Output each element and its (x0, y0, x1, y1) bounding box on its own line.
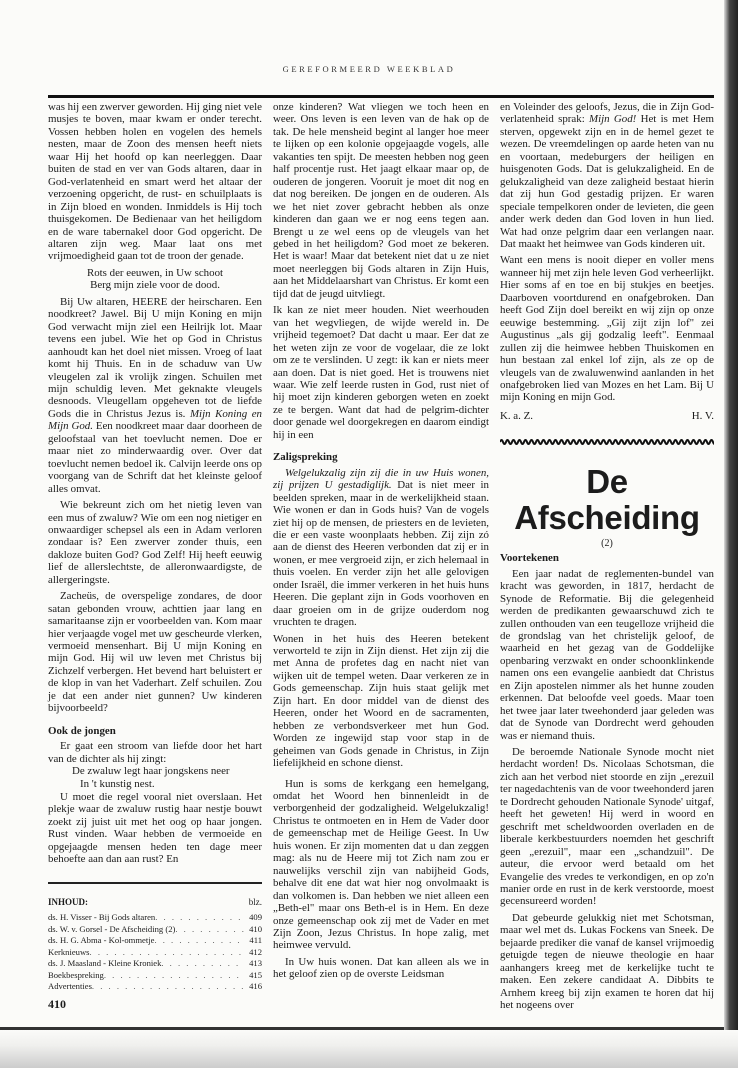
paragraph: In Uw huis wonen. Dat kan alleen als we in het geloof zien op de overste Leidsman (273, 955, 489, 981)
paragraph: Ik kan ze niet meer houden. Niet weerhouden van het wegvliegen, de wijde wereld in. De vrijheid tegemoet? Dat dacht u maar. Eer dat ze het weten zijn ze voor de vogelaar, die ze lokt om ze te verslinden. U zegt: ik kan er niets meer aan doen. Dat is niet goed. Het is trouwens niet waar. Wie zelf leerde rusten in God, rust niet of hij moet zijn kinderen geborgen weten en zoekt ze te bergen. Want dat had de pelgrim-dichter door genade wel doorgekregen en daarom eindigt hij in een (273, 304, 489, 441)
italic-text: Welgelukzalig zijn zij die in uw Huis wonen, zij prijzen U gestadiglijk. (273, 466, 489, 492)
toc-item-title: ds. J. Maasland - Kleine Kroniek (48, 958, 162, 969)
paragraph (48, 296, 262, 495)
scan-bottom-edge (0, 1027, 724, 1030)
paragraph (273, 467, 489, 629)
text: Dat is niet meer in beelden spreken, maar in de werkelijkheid staan. Wie wonen er dan in Gods huis? Van de vogels ziet hij op de mensen, de priesters en de levieten, die er een vaste woonplaats hebben. Zij zijn zó aan de dienst des Heeren verbonden dat zij er in wonen, er mee vergroeid zijn, er zich helemaal in thuis voelen. En verder zijn het alle gelovigen onder Israël, die immer verkeren in het huis huns Heeren. Die geplant zijn in Gods voorhoven en daar groeien om in de grijze ouderdom nog vruchten te dragen. (273, 479, 489, 629)
toc-item (48, 970, 262, 982)
toc-item (48, 947, 262, 959)
column-2 (273, 101, 489, 985)
toc-item-title: Advertenties (48, 981, 92, 992)
toc-leader-dots (90, 947, 244, 959)
poem-line: Berg mijn ziele voor de dood. (90, 279, 220, 292)
article-part: (2) (601, 537, 613, 549)
section-heading: Zaligspreking (273, 451, 338, 464)
article-title: De Afscheiding (514, 462, 700, 536)
page-number: 410 (48, 997, 66, 1011)
wavy-divider (500, 438, 714, 446)
italic-text: Mijn God! (589, 113, 637, 126)
text: Een noodkreet maar daar doorheen de geloofstaal van het toevlucht nemen. Doe er maar niet zo minderwaardig over. Over dat toevlucht nemen bedoel ik. Calvijn leerde ons op voorgang van de Schrift dat het kleinste geloof alles omvat. (48, 420, 262, 495)
running-head: GEREFORMEERD WEEKBLAD (282, 64, 456, 74)
paragraph: Dat gebeurde gelukkig niet met Schotsman, maar wel met ds. Lukas Fockens van Sneek. De bejaarde prediker die vanaf de kansel vrijmoedig getuigde tegen de nieuwe theologie en haar aanhangers kreeg met de kerkelijke tucht te maken. Een zekere candidaat A. Dibbits te Arnhem kreeg bij zijn examen te horen dat hij het nogeens over (500, 911, 714, 1012)
paragraph: De beroemde Nationale Synode mocht niet herdacht worden! Ds. Nicolaas Schotsman, die zich aan het verbod niet stoorde en zijn „erezuil ter nagedachtenis van de voor tweehonderd jaren te Dordrecht gehouden Nationale Synode' uitgaf, heeft het geweten! Hij werd in woord en geschrift met scheldwoorden overladen en de liberale kerkbestuurders noemden het geschrift geen „erezuil", maar een „schandzuil". De auteur, die ervoor werd betaald om het Evangelie des vredes te verkondigen, en op zo'n manier orde en rust in de kerk verstoorde, moest gecensureerd worden! (500, 746, 714, 908)
poem-line: In 't kunstig nest. (80, 777, 155, 790)
closing-abbrev: K. a. Z. (500, 409, 533, 422)
section-heading: Voortekenen (500, 552, 559, 565)
paragraph: Want een mens is nooit dieper en voller mens wanneer hij met zijn hele leven God verheerlijkt. Hier soms af en toe en bij stukjes en beetjes. Daarboven voortdurend en onafgebroken. Dan heeft God Zijn doel bereikt en wij zijn op onze eeuwige bestemming. „Gij zijt zijn lof" zei Augustinus „als gij godzalig leeft". Eenmaal zullen zij die heimwee hebben Thuiskomen en hun bestaan zal enkel lof zijn, als ze op de vleugels van de zwaluwenwind aanlanden in het onafgebroken lied van Mozes en het Lam. Bij U mijn Koning en mijn God. (500, 254, 714, 404)
toc-title: INHOUD: (48, 896, 88, 907)
signature-line (500, 410, 714, 422)
poem-quote (48, 765, 262, 790)
paragraph: Een jaar nadat de reglementen-bundel van kracht was geworden, in 1817, herdacht de Synode de Reformatie. Bij die gelegenheid werden de predikanten gewaarschuwd zich te zullen onthouden van een teugelloze vrijheid die de grondslag van het christelijk geloof, de waarheid en het gezag van de Goddelijke openbaring verzwakt en onder schoonklinkende namen ons een evangelie aanbiedt dat Christus en Zijn apostelen nimmer als het hunne zouden erkennen. Dat beloofde veel goeds. Maar toen het twee jaar later tweehonderd jaar geleden was dat de Synode van Dordrecht werd gehouden was er niemand thuis. (500, 567, 714, 742)
toc-item-page: 416 (249, 981, 262, 992)
poem-line: Rots der eeuwen, in Uw schoot (86, 266, 224, 279)
toc-item (48, 924, 262, 936)
toc-item-page: 411 (249, 935, 262, 946)
toc-divider (48, 882, 262, 884)
toc-leader-dots (104, 970, 244, 982)
toc-item-title: Boekbespreking (48, 969, 104, 980)
toc-item-page: 410 (249, 923, 262, 934)
toc-item (48, 912, 262, 924)
paragraph: Hun is soms de kerkgang een hemelgang, omdat het Woord hen binnenleidt in de verborgenheid der godzaligheid. Welgelukzalig! Christus te ontmoeten en in Hem de Vader door de gemeenschap met de Heilige Geest. In Uw huis wonen. Er zijn momenten dat u dan zeggen mag: als nu de Heere mij tot Zich nam zou er nauwelijks verschil zijn van nabijheid Gods, behalve dit ene dat wat hier nog onvolmaakt is dan volkomen is. Dan hebben we niet alleen een „Beth-el" maar ons Beth-el is in Hem. En deze onze gemeenschap ook zij met de Vader en met Zijn Zoon, Jezus Christus. In hope zalig, met heimwee vervuld. (273, 777, 489, 952)
header-rule (48, 95, 714, 98)
toc-item-page: 409 (249, 912, 262, 923)
toc-header (48, 896, 262, 908)
toc-item (48, 958, 262, 970)
toc-item-title: ds. H. Visser - Bij Gods altaren (48, 912, 156, 923)
toc-item-title: ds. W. v. Gorsel - De Afscheiding (2) (48, 923, 176, 934)
toc-leader-dots (161, 958, 244, 970)
toc-item-title: ds. H. G. Abma - Kol-ommetje (48, 935, 155, 946)
toc-item-page: 415 (249, 969, 262, 980)
paragraph (500, 101, 714, 250)
paragraph: Wie bekreunt zich om het nietig leven van een mus of zwaluw? Wie om een nog nietiger en onwaardiger schepsel als een in Adam verloren zondaar is? Een zwerver zonder thuis, een dakloze buiten God? God Zelf! Hij heeft eeuwig lief de allerslechtste, de alleronwaardigste, de allergeringste. (48, 499, 262, 586)
table-of-contents (48, 896, 262, 993)
page-bottom-margin (0, 1030, 738, 1068)
text: Het is met Hem sterven, opgewekt zijn en in de hemel gezet te wezen. De vreemdelingen op aarde heten van nu en voortaan, medeburgers der heiligen en huisgenoten Gods. Dat is gelukzaligheid. En de gelukzaligheid van deze zaligheid bestaat hierin dat zij hun God gestadig prijzen. Er waren speciale tempelkoren onder de levieten, die geen ander werk deden dan God loven in hun lied. Wat had onze pelgrim daar een verlangen naar. Dat maakt het heimwee van Gods kinderen uit. (500, 113, 714, 250)
toc-item-title: Kerknieuws (48, 946, 90, 957)
poem-quote (48, 267, 262, 292)
toc-item (48, 935, 262, 947)
paragraph: Zacheüs, de overspelige zondares, de door satan gebonden vrouw, achttien jaar lang en samaritaanse zijn er voorbeelden van. Kom maar hier verjaagde vogel met uw gescheurde vlerken, vermoeid mensenhart. Bij U mijn Koning en mijn God. Hij wil uw leven met Christus bij Zichzelf verbergen. Het bevend hart beluistert er de klop in van het Vaderhart. Zelf schuilen. Zou je dat een ander niet gunnen? Uw kinderen bijvoorbeeld? (48, 590, 262, 715)
toc-page-label: blz. (248, 896, 262, 907)
italic-text: Mijn Koning en Mijn God. (48, 407, 262, 433)
paragraph: onze kinderen? Wat vliegen we toch heen en weer. Ons leven is een leven van de hak op de tak. De hele mensheid begint al langer hoe meer te lijken op een kolonie opgejaagde vogels, alle vakanties ten spijt. De meesten hebben nog geen half procentje rust. Het jaagt elkaar maar op, de ouderen de jongeren. Vooruit je moet dit nog en dat nog bereiken. De jongen en de ouderen. Als we het niet zover gebracht hebben als onze kinderen dan gaan we er nog eens tegen aan. Brengt u ze wel eens op de vleugels van het gebed in het heiligdom? God moet ze bekeren. Het is waar! Maar dat betekent niet dat u ze niet moet neerleggen bij Gods altaren in Zijn Huis, aan het Middelaarshart van Christus. Er komt een tijd dat de jeugd uitvliegt. (273, 101, 489, 300)
toc-item (48, 981, 262, 993)
poem-line: De zwaluw legt haar jongskens neer (72, 765, 230, 778)
toc-item-page: 412 (249, 946, 262, 957)
paragraph: Wonen in het huis des Heeren betekent verworteld te zijn in Zijn dienst. Het zijn zij die met Anna de profetes dag en nacht niet van wijken uit de tempel weten. Daar verkeren ze in Gods gemeenschap. Zijn huis staat gelijk met Zijn hart. En door middel van de dienst des Heeren, onder het Woord en de sacramenten, hebben ze verbondsverkeer met hun God. Worden ze ingewijd stap voor stap in de geheimen van Gods genade in Christus, in Zijn liefelijkheid en schone dienst. (273, 632, 489, 770)
toc-leader-dots (175, 924, 244, 936)
toc-leader-dots (154, 935, 244, 947)
column-3 (500, 101, 714, 1016)
page-edge-shadow (724, 0, 738, 1068)
toc-leader-dots (155, 912, 244, 924)
paragraph: U moet die regel vooral niet overslaan. Het plekje waar de zwaluw rustig haar nestje bouwt zoekt zij juist uit met het oog op haar jongen. Rust vinden. Waar hebben de vermoeide en opgejaagde mensen heden ten dage meer behoefte aan dan aan rust? En (48, 791, 262, 866)
text: en Voleinder des geloofs, Jezus, die in Zijn God-verlatenheid sprak: (500, 101, 714, 126)
section-heading: Ook de jongen (48, 724, 116, 737)
column-1 (48, 101, 262, 993)
text: Bij Uw altaren, HEERE der heirscharen. Een noodkreet? Jawel. Bij U mijn Koning en mijn God verwacht mijn ziel een Heilrijk lot. Maar tevens een jubel. Wie het op God in Christus aanhoudt kan het doel niet missen. Vroeg of laat komt hij Thuis. En in de schaduw van Uw vleugelen zal ik vrolijk zingen. Schuilen met mijn schuldig leven. Met geknakte vleugels desnoods. Vleugellam opgeheven tot de liefde Gods die in Christus Jezus is. (48, 295, 262, 420)
toc-leader-dots (92, 981, 244, 993)
author-initials: H. V. (691, 409, 714, 422)
toc-item-page: 413 (249, 958, 262, 969)
paragraph: was hij een zwerver geworden. Hij ging niet vele musjes te boven, maar kwam er onder terecht. Vossen hebben holen en vogelen des hemels nesten, maar de Zoon des mensen heeft niets waar Hij het hoofd op kan neerleggen. Daar buiten de stad en ver van Gods altaren, daar in God-verlatenheid en smart werd het altaar der verzoening opgericht, de rust- en schuilplaats is in Zijn bloed en wonden. Inmiddels is Hij toch thuisgekomen. De Bedienaar van het heiligdom en de ware tabernakel door God opgericht. De altaren zijn weg. Maar laat ons met vrijmoedigheid gaan tot de troon der genade. (48, 101, 262, 263)
paragraph: Er gaat een stroom van liefde door het hart van de dichter als hij zingt: (48, 740, 262, 765)
